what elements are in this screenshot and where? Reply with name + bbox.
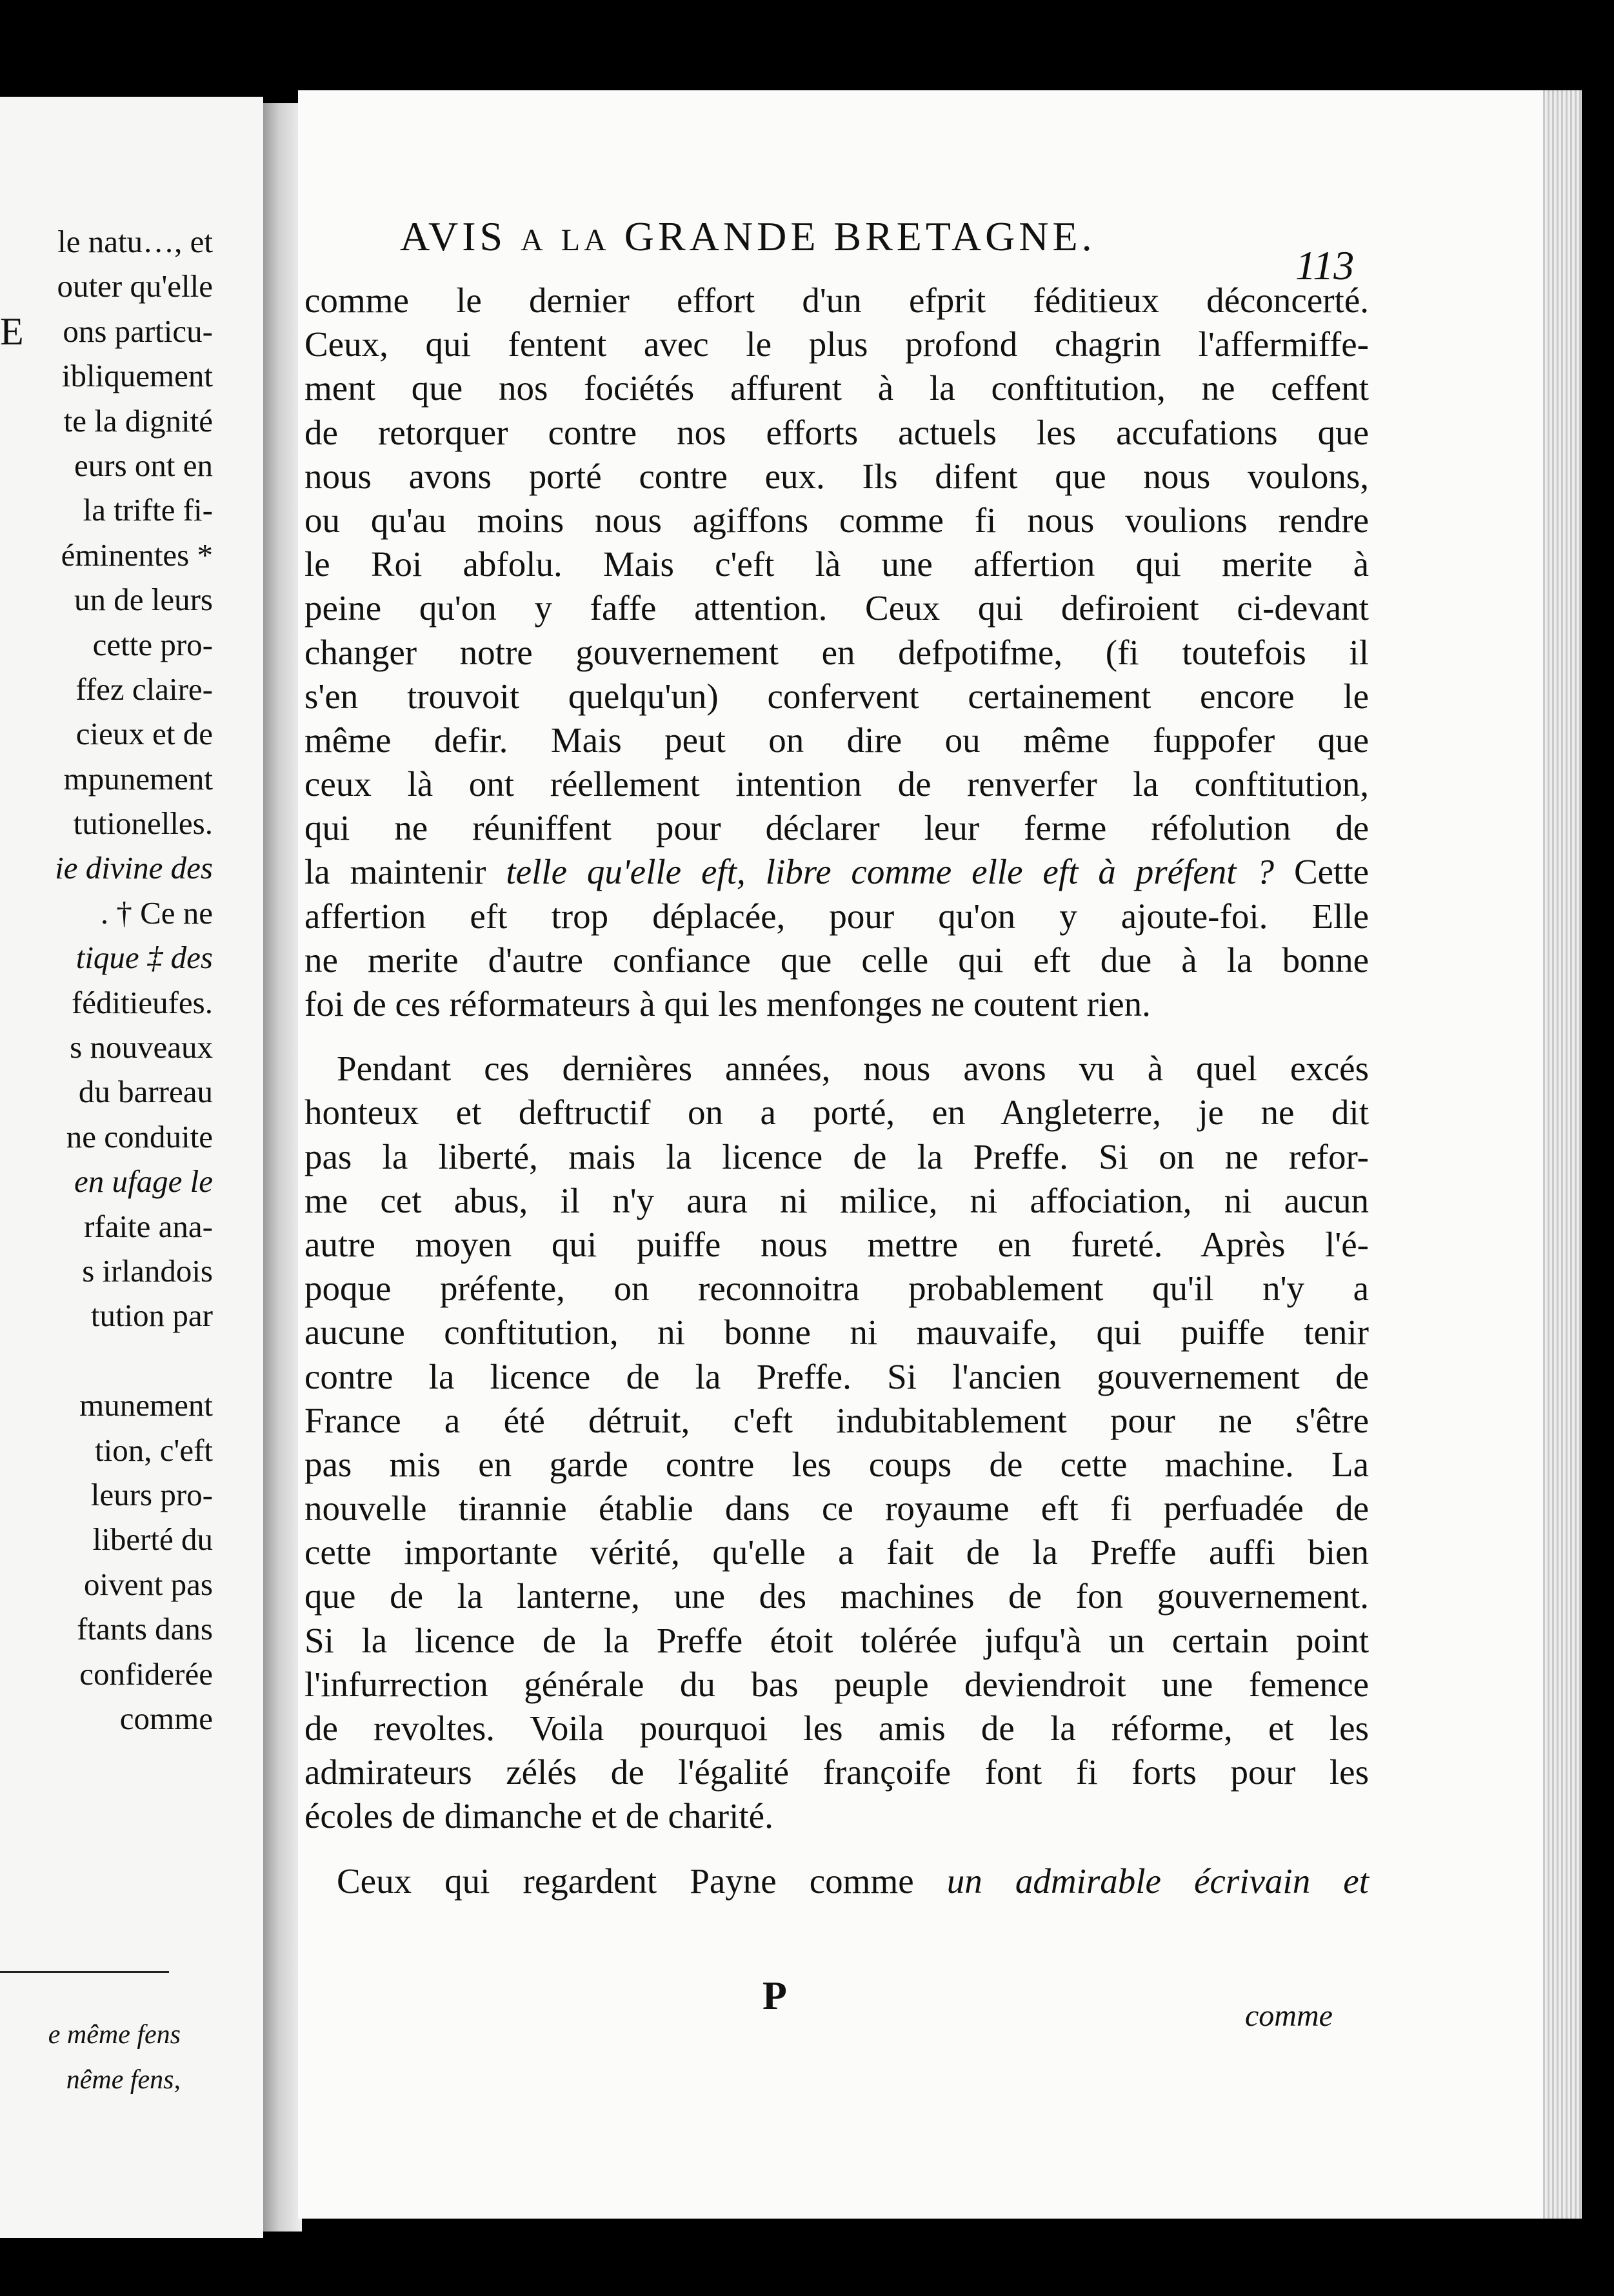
text-line: affertion eft trop déplacée, pour qu'on y ajoute-foi. Elle (304, 896, 1369, 936)
text-line: écoles de dimanche et de charité. (304, 1796, 773, 1836)
left-page-line: en ufage le (74, 1163, 213, 1200)
text-line: peine qu'on y faffe attention. Ceux qui defiroient ci-devant (304, 588, 1369, 628)
text-line: me cet abus, il n'y aura ni milice, ni affociation, ni aucun (304, 1180, 1369, 1220)
text-line: ment que nos fociétés affurent à la conftitution, ne ceffent (304, 368, 1369, 408)
left-page-heading: E (0, 310, 25, 353)
text-fragment: Cette (1293, 852, 1370, 892)
left-page-line: confiderée (79, 1656, 213, 1692)
text-line: ceux là ont réellement intention de renverfer la conftitution, (304, 764, 1369, 804)
left-page-line: tutionelles. (73, 806, 213, 842)
running-head-la: LA (561, 223, 610, 257)
paragraph-3-roman: Ceux qui regardent Payne comme (337, 1861, 914, 1901)
left-page-line: ne conduite (66, 1118, 213, 1154)
left-page-line: la trifte fi- (83, 492, 213, 528)
running-head-title: GRANDE BRETAGNE. (624, 213, 1096, 259)
text-line: Pendant ces dernières années, nous avons vu à quel excés (337, 1049, 1369, 1089)
text-line: cette importante vérité, qu'elle a fait de la Preffe auffi bien (304, 1532, 1369, 1572)
paragraph-3-italic: un admirable écrivain et (946, 1861, 1369, 1901)
left-page-line: ffez claire- (75, 671, 213, 707)
text-line: le Roi abfolu. Mais c'eft là une affertion qui merite à (304, 544, 1369, 584)
left-page-line: leurs pro- (90, 1476, 213, 1512)
catchword: comme (1245, 1999, 1333, 2033)
text-line: nous avons porté contre eux. Ils difent que nous voulons, (304, 456, 1369, 496)
left-page-line: ibliquement (61, 358, 213, 394)
left-page (0, 97, 263, 2238)
left-page-line: tion, c'eft (95, 1432, 213, 1468)
text-line: foi de ces réformateurs à qui les menfonges ne coutent rien. (304, 984, 1151, 1024)
left-page-line: eurs ont en (74, 447, 213, 483)
left-page-line: . † Ce ne (100, 895, 213, 931)
text-line: même defir. Mais peut on dire ou même fuppofer que (304, 720, 1369, 760)
text-line: pas la liberté, mais la licence de la Preffe. Si on ne refor- (304, 1136, 1369, 1176)
running-head (400, 213, 1096, 261)
left-page-line: cieux et de (75, 716, 213, 752)
text-line: que de la lanterne, une des machines de fon gouvernement. (304, 1576, 1369, 1616)
left-page-line: ie divine des (55, 850, 213, 886)
text-fragment: la maintenir (304, 852, 486, 892)
text-line: poque préfente, on reconnoitra probablement qu'il n'y a (304, 1269, 1369, 1309)
text-line: comme le dernier effort d'un efprit féditieux déconcerté. (304, 281, 1369, 320)
text-line: l'infurrection générale du bas peuple deviendroit une femence (304, 1664, 1369, 1704)
text-line: qui ne réuniffent pour déclarer leur ferme réfolution de (304, 808, 1369, 848)
page-edge (1543, 90, 1582, 2219)
left-page-line: comme (119, 1700, 213, 1736)
left-page-footnotes (0, 2012, 181, 2103)
left-page-line: tique ‡ des (75, 940, 213, 976)
left-page-line: un de leurs (74, 582, 213, 618)
text-line (304, 850, 1369, 894)
left-page-line: tution par (90, 1298, 213, 1334)
left-page-line: mpunement (63, 760, 213, 797)
footnote-rule (0, 1971, 169, 1973)
text-line: autre moyen qui puiffe nous mettre en fureté. Après l'é- (304, 1224, 1369, 1264)
left-page-line: du barreau (78, 1074, 213, 1110)
left-page-line: liberté du (92, 1521, 213, 1558)
paragraph-2 (304, 1047, 1369, 1838)
left-page-line: outer qu'elle (57, 268, 213, 304)
left-page-line: oivent pas (83, 1566, 213, 1602)
text-line: aucune conftitution, ni bonne ni mauvaife, qui puiffe tenir (304, 1312, 1369, 1352)
paragraph-3 (304, 1859, 1369, 1903)
text-line: Si la licence de la Preffe étoit tolérée jufqu'à un certain point (304, 1620, 1369, 1660)
italic-fragment: telle qu'elle eft, libre comme elle eft à préfent ? (506, 852, 1274, 892)
footnote-line: nême fens, (66, 2065, 181, 2095)
text-line: changer notre gouvernement en defpotifme, (fi toutefois il (304, 632, 1369, 672)
left-page-line: munement (79, 1387, 213, 1423)
left-page-line (0, 1338, 213, 1383)
text-line: honteux et deftructif on a porté, en Angleterre, je ne dit (304, 1093, 1369, 1133)
body-text (304, 279, 1369, 1903)
paragraph-1 (304, 279, 1369, 1026)
text-line: contre la licence de la Preffe. Si l'ancien gouvernement de (304, 1356, 1369, 1396)
left-page-line: rfaite ana- (84, 1208, 213, 1244)
footnote-line: e même fens (48, 2020, 181, 2050)
text-line: pas mis en garde contre les coups de cette machine. La (304, 1444, 1369, 1484)
text-line: Ceux, qui fentent avec le plus profond chagrin l'affermiffe- (304, 324, 1369, 364)
text-line: France a été détruit, c'eft indubitablement pour ne s'être (304, 1400, 1369, 1440)
left-page-text (0, 219, 213, 1741)
text-line: admirateurs zélés de l'égalité françoife font fi forts pour les (304, 1752, 1369, 1792)
book-gutter (263, 103, 302, 2232)
left-page-line: ons particu- (63, 313, 213, 349)
text-line: s'en trouvoit quelqu'un) confervent certainement encore le (304, 676, 1369, 716)
left-page-line: s nouveaux (70, 1029, 213, 1065)
left-page-line: le natu…, et (57, 224, 213, 259)
text-line: ou qu'au moins nous agiffons comme fi nous voulions rendre (304, 500, 1369, 540)
running-head-avis: AVIS (400, 213, 507, 259)
left-page-line: cette pro- (92, 626, 213, 662)
left-page-line: te la dignité (63, 402, 213, 439)
text-line: de retorquer contre nos efforts actuels les accufations que (304, 412, 1369, 452)
left-page-line: féditieufes. (71, 984, 213, 1020)
text-line: ne merite d'autre confiance que celle qui eft due à la bonne (304, 940, 1369, 980)
running-head-a: A (521, 223, 547, 257)
signature-mark: P (762, 1974, 787, 2018)
text-line: de revoltes. Voila pourquoi les amis de la réforme, et les (304, 1708, 1369, 1748)
left-page-line: s irlandois (82, 1252, 213, 1289)
text-line: nouvelle tirannie établie dans ce royaume eft fi perfuadée de (304, 1489, 1369, 1529)
left-page-line: ftants dans (77, 1611, 213, 1647)
page-number: 113 (1295, 242, 1355, 288)
left-page-line: éminentes * (61, 537, 213, 573)
